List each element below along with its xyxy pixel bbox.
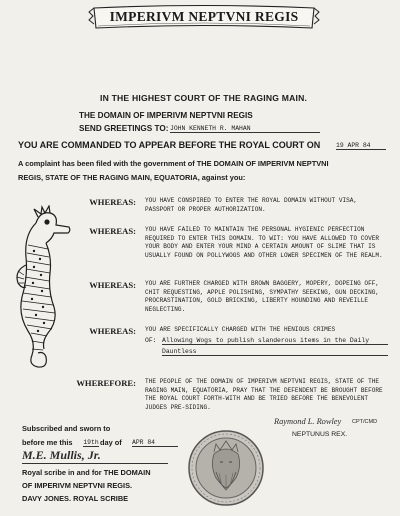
whereas-1-text: YOU HAVE CONSPIRED TO ENTER THE ROYAL DOMAIN WITHOUT VISA, PASSPORT OR PROPER AUTHORIZATION. — [145, 197, 358, 213]
neptune-signature-suffix: CPT/CMD — [352, 419, 378, 425]
oath-month: APR 84 — [132, 439, 178, 447]
wherefore-text: THE PEOPLE OF THE DOMAIN OF IMPERIVM NEPTVNI REGIS, STATE OF THE RAGING MAIN, EQUATORIA, PRAY THAT THE DEFENDENT BE BROUGHT BEFORE THE ROYAL COURT FORTH-WITH AND BE TRIED BEFORE THE BENEVOLENT JUDGES PRE-SIDING. — [145, 378, 383, 411]
oath-line-4: OF IMPERIVM NEPTVNI REGIS. — [22, 481, 133, 490]
whereas-4-label: WHEREAS: — [89, 326, 136, 336]
complaint-line-2: REGIS, STATE OF THE RAGING MAIN, EQUATORIA, against you: — [18, 173, 246, 182]
oath-day: 19th — [83, 439, 99, 446]
neptune-seal — [186, 428, 266, 508]
scribe-signature-line — [22, 463, 168, 464]
crime-line-1: Allowing Wogs to publish slanderous items in the Daily — [162, 337, 388, 345]
oath-day-of: day of — [100, 438, 122, 447]
oath-line-2-prefix: before me this — [22, 438, 73, 447]
whereas-3-text: YOU ARE FURTHER CHARGED WITH BROWN BAGGERY, MOPERY, DOPEING OFF, CHIT REQUESTING, APPLE POLISHING, SYMPATHY SEEKING, GUN DECKING, PROCRASTINATION, GOLD BRICKING, LIBERTY HOUNDING AND REVEILLE NEGLECTING. — [145, 280, 380, 313]
whereas-4-text: YOU ARE SPECIFICALLY CHARGED WITH THE HENIOUS CRIMES — [145, 326, 336, 333]
oath-line-5: DAVY JONES. ROYAL SCRIBE — [22, 494, 129, 503]
oath-line-1: Subscribed and sworn to — [22, 424, 111, 433]
complaint-line-1: A complaint has been filed with the government of THE DOMAIN OF IMPERIVM NEPTVNI — [18, 159, 329, 168]
command-text: YOU ARE COMMANDED TO APPEAR BEFORE THE ROYAL COURT ON — [18, 140, 321, 150]
appearance-date: 19 APR 84 — [336, 142, 386, 150]
whereas-4-of-label: OF: — [145, 337, 157, 344]
neptune-signature: Raymond L. Rowley — [274, 417, 342, 426]
whereas-2-label: WHEREAS: — [89, 226, 136, 236]
recipient-name: JOHN KENNETH R. MAHAN — [170, 125, 320, 133]
banner-title: IMPERIVM NEPTVNI REGIS — [109, 9, 299, 24]
scribe-signature: M.E. Mullis, Jr. — [22, 448, 101, 462]
wherefore-label: WHEREFORE: — [76, 378, 136, 388]
whereas-3-label: WHEREAS: — [89, 280, 136, 290]
oath-line-3: Royal scribe in and for THE DOMAIN — [22, 468, 151, 477]
domain-line: THE DOMAIN OF IMPERIVM NEPTVNI REGIS — [79, 111, 253, 120]
crime-line-2: Dauntless — [162, 348, 388, 356]
signer-title: NEPTUNUS REX. — [292, 431, 348, 438]
whereas-1-label: WHEREAS: — [89, 197, 136, 207]
whereas-2-text: YOU HAVE FAILED TO MAINTAIN THE PERSONAL HYGIENIC PERFECTION REQUIRED TO ENTER THIS DOMAIN. TO WIT: YOU HAVE ALLOWED TO COVER YOUR BODY AND ENTER YOUR MIND A CERTAIN AMOUNT OF SLIME THAT IS USUALLY FOUND ON POLLYWOGS AND OTHER LOWER SPECIMEN OF THE REALM. — [145, 226, 383, 259]
greetings-label: SEND GREETINGS TO: — [79, 124, 169, 133]
court-line: IN THE HIGHEST COURT OF THE RAGING MAIN. — [100, 93, 308, 103]
